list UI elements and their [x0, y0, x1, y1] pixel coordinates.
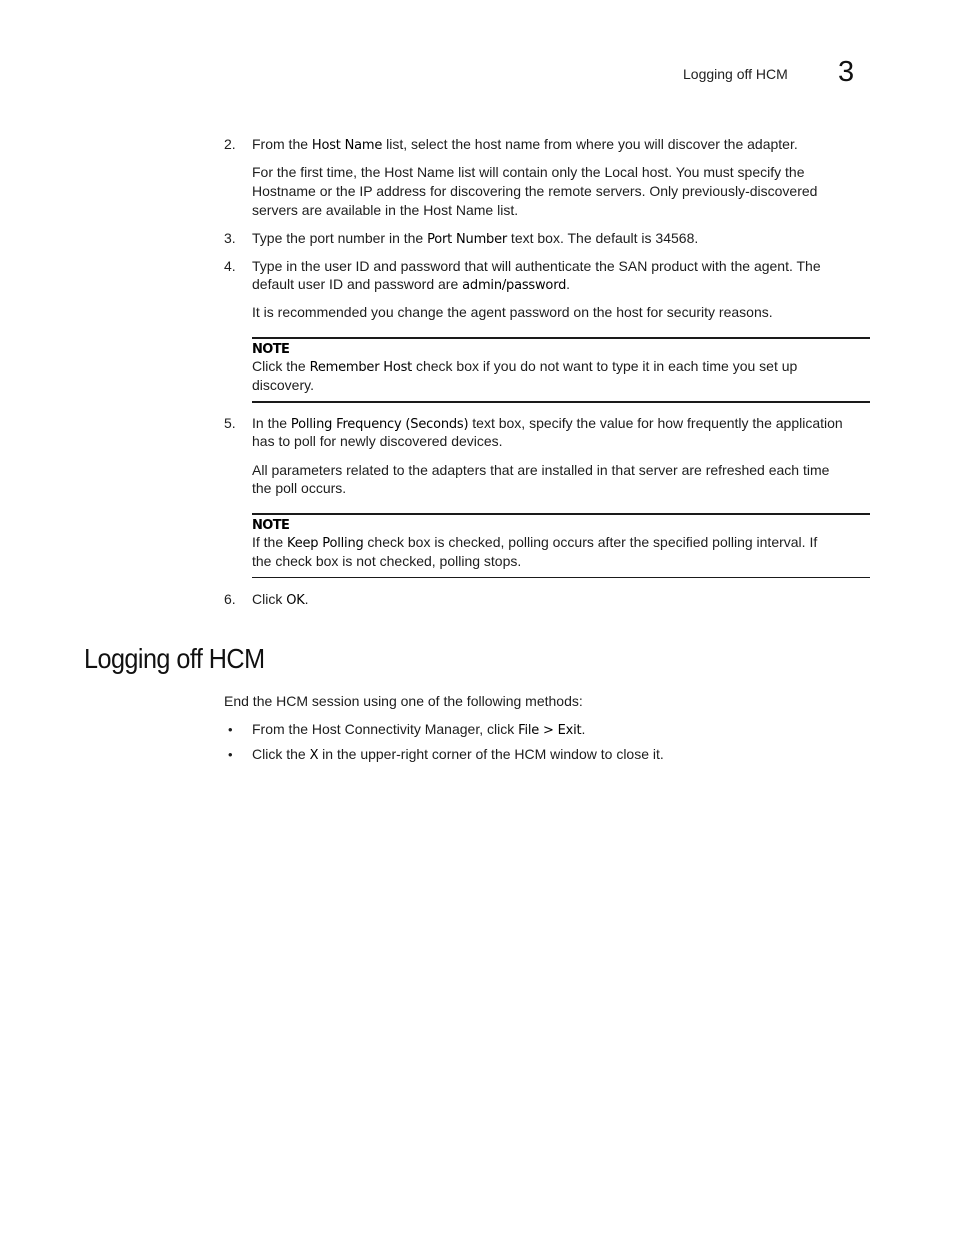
note-top-rule [252, 337, 870, 339]
ui-label-file-exit: File > Exit [518, 723, 582, 738]
ui-label-admin-password: admin/password [462, 278, 567, 293]
ui-label-host-name: Host Name [311, 138, 383, 153]
step-2-text [252, 135, 798, 155]
text-span: Click [252, 591, 287, 607]
text-span: In the [252, 415, 291, 431]
text-span: . [304, 591, 309, 607]
text-span: If the [252, 534, 288, 550]
step-number: 6. [224, 591, 236, 607]
step-5-detail-line: the poll occurs. [252, 480, 347, 496]
text-span: Type the port number in the [252, 230, 428, 246]
text-span: . [566, 276, 571, 292]
text-span: From the [252, 136, 312, 152]
ui-label-keep-polling: Keep Polling [287, 536, 364, 551]
note-2-line [252, 533, 817, 553]
note-top-rule [252, 513, 870, 515]
text-span: in the upper-right corner of the HCM window to close it. [318, 746, 664, 762]
text-span: check box is checked, polling occurs after the specified polling interval. If [363, 534, 818, 550]
step-6-text [252, 590, 308, 610]
ui-label-ok: OK [286, 593, 305, 608]
text-span: default user ID and password are [252, 276, 463, 292]
bullet-marker: • [228, 722, 233, 737]
bullet-item [252, 745, 664, 765]
step-2-detail-line: For the first time, the Host Name list will contain only the Local host. You must specify the [252, 164, 805, 180]
note-label: NOTE [252, 342, 290, 357]
step-3-text [252, 229, 698, 249]
step-4-line [252, 275, 570, 295]
text-span: . [581, 721, 586, 737]
note-label: NOTE [252, 518, 290, 533]
ui-label-port-number: Port Number [427, 232, 508, 247]
note-1-line: discovery. [252, 377, 314, 393]
text-span: From the Host Connectivity Manager, click [252, 721, 519, 737]
section-intro: End the HCM session using one of the following methods: [224, 693, 583, 709]
step-2-detail-line: Hostname or the IP address for discovering the remote servers. Only previously-discovered [252, 183, 818, 199]
note-bottom-rule [252, 401, 870, 403]
text-span: text box, specify the value for how frequently the application [468, 415, 843, 431]
step-5-detail-line: All parameters related to the adapters that are installed in that server are refreshed each time [252, 462, 830, 478]
step-2-detail-line: servers are available in the Host Name list. [252, 202, 519, 218]
text-span: Click the [252, 358, 310, 374]
step-number: 4. [224, 258, 236, 274]
note-1-line [252, 357, 797, 377]
step-number: 3. [224, 230, 236, 246]
text-span: check box if you do not want to type it in each time you set up [412, 358, 798, 374]
step-5-line: has to poll for newly discovered devices. [252, 433, 503, 449]
text-span: text box. The default is 34568. [507, 230, 699, 246]
ui-label-x: X [309, 748, 319, 763]
step-4-line: Type in the user ID and password that will authenticate the SAN product with the agent. The [252, 258, 821, 274]
ui-label-remember-host: Remember Host [309, 360, 413, 375]
ui-label-polling-frequency: Polling Frequency (Seconds) [290, 417, 469, 432]
chapter-number: 3 [838, 56, 855, 88]
text-span: list, select the host name from where you will discover the adapter. [382, 136, 798, 152]
bullet-item [252, 720, 585, 740]
section-heading: Logging off HCM [84, 643, 265, 674]
step-4-detail: It is recommended you change the agent password on the host for security reasons. [252, 304, 773, 320]
text-span: Click the [252, 746, 310, 762]
step-number: 5. [224, 415, 236, 431]
step-5-line [252, 414, 843, 434]
running-header-title: Logging off HCM [683, 66, 788, 82]
note-bottom-rule [252, 577, 870, 578]
note-2-line: the check box is not checked, polling stops. [252, 553, 522, 569]
step-number: 2. [224, 136, 236, 152]
bullet-marker: • [228, 747, 233, 762]
